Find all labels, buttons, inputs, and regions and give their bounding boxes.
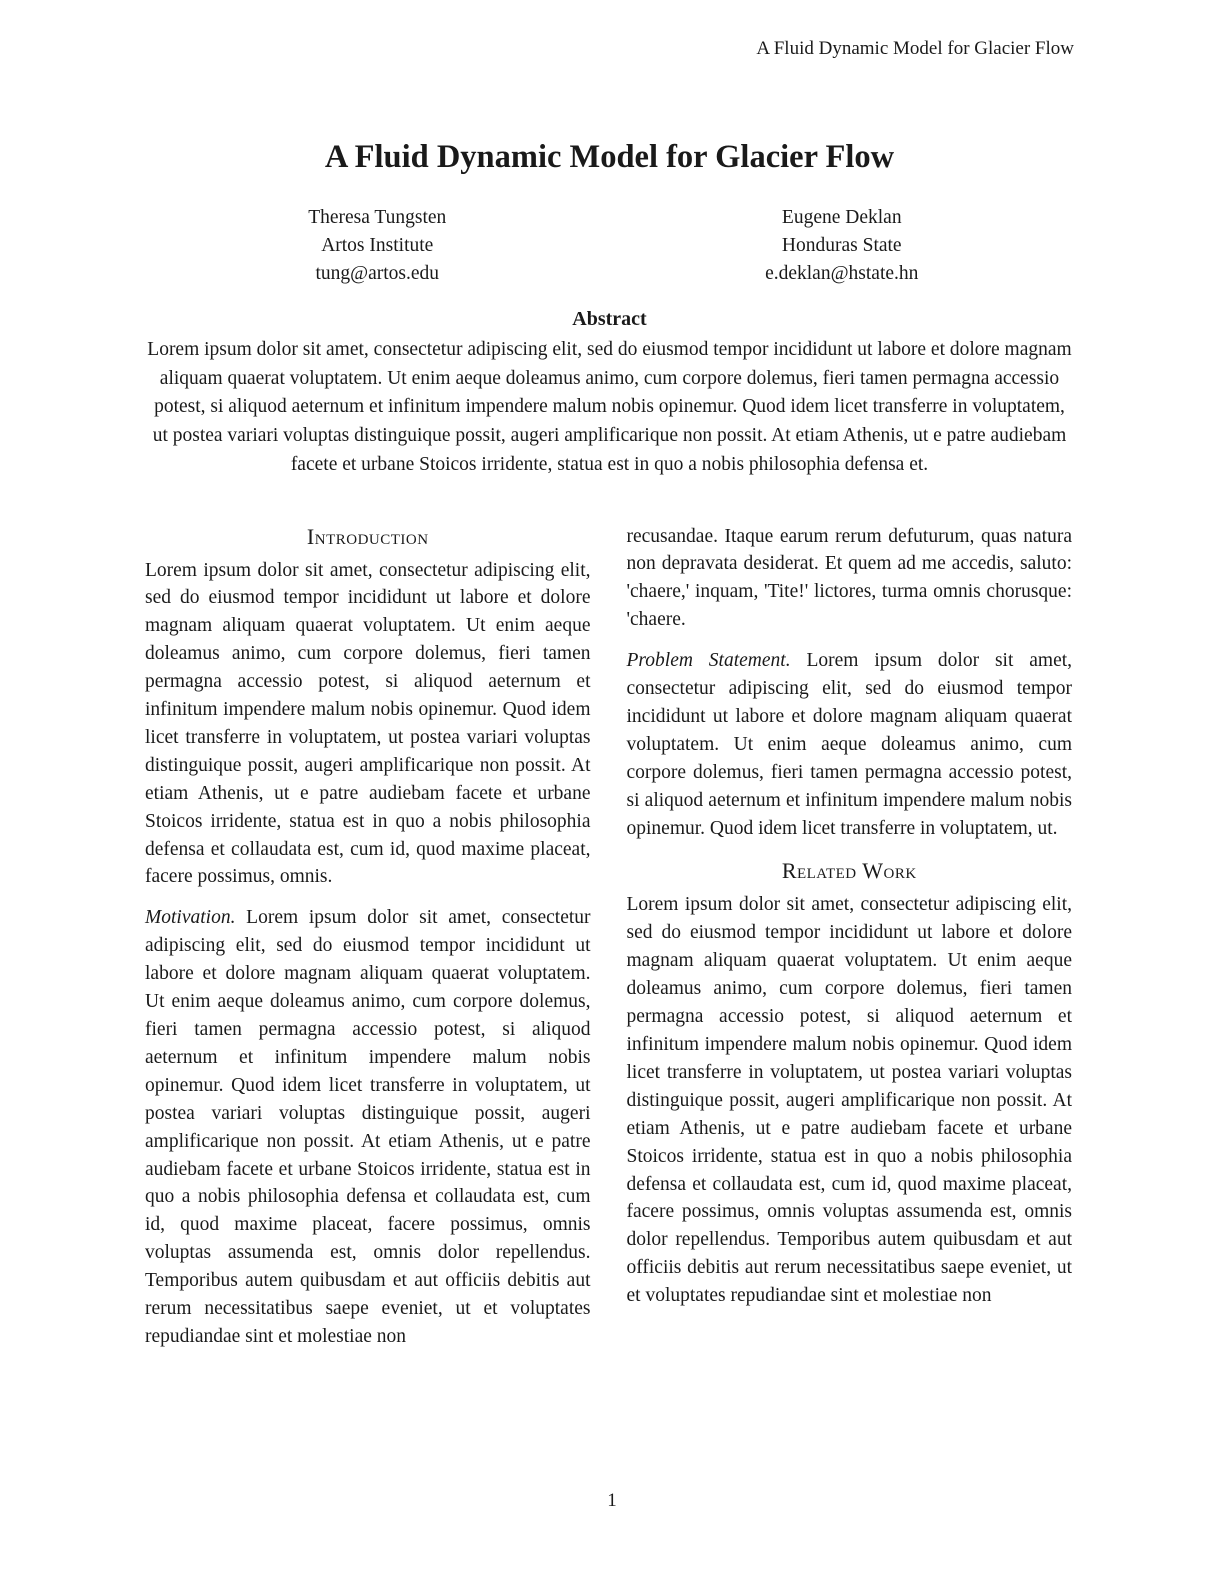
author-name: Eugene Deklan: [781, 207, 902, 228]
author-block: [610, 204, 1075, 288]
section-heading-related-work: Related Work: [781, 858, 917, 884]
problem-statement-paragraph: [627, 647, 1073, 842]
author-affiliation: Honduras State: [781, 235, 902, 256]
column-left: [145, 523, 591, 1364]
abstract-text: Lorem ipsum dolor sit amet, consectetur adipiscing elit, sed do eiusmod tempor incididunt ut labore et dolore magnam aliquam quaerat voluptatem. Ut enim aeque doleamus animo, cum corpore dolemus, fieri tamen permagna accessio potest, si aliquod aeternum et infinitum impendere malum nobis opinemur. Quod idem licet transferre in voluptatem, ut postea variari voluptas distinguique possit, augeri amplificarique non possit. At etiam Athenis, ut e patre audiebam facete et urbane Stoicos irridente, statua est in quo a nobis philosophia defensa et.: [147, 339, 1072, 475]
paper-title: A Fluid Dynamic Model for Glacier Flow: [324, 139, 895, 175]
motivation-paragraph-text: Lorem ipsum dolor sit amet, consectetur adipiscing elit, sed do eiusmod tempor incididunt ut labore et dolore magnam aliquam quaerat voluptatem. Ut enim aeque doleamus animo, cum corpore dolemus, fieri tamen permagna accessio potest, si aliquod aeternum et infinitum impendere malum nobis opinemur. Quod idem licet transferre in voluptatem, ut postea variari voluptas distinguique possit, augeri amplificarique non possit. At etiam Athenis, ut e patre audiebam facete et urbane Stoicos irridente, statua est in quo a nobis philosophia defensa et collaudata est, cum id, quod maxime placeat, facere possimus, omnis voluptas assumenda est, omnis dolor repellendus. Temporibus autem quibusdam et aut officiis debitis aut rerum necessitatibus saepe eveniet, ut et voluptates repudiandae sint et molestiae non: [145, 907, 591, 1347]
motivation-paragraph: [145, 904, 591, 1351]
related-work-paragraph: Lorem ipsum dolor sit amet, consectetur adipiscing elit, sed do eiusmod tempor incididunt ut labore et dolore magnam aliquam quaerat voluptatem. Ut enim aeque doleamus animo, cum corpore dolemus, fieri tamen permagna accessio potest, si aliquod aeternum et infinitum impendere malum nobis opinemur. Quod idem licet transferre in voluptatem, ut postea variari voluptas distinguique possit, augeri amplificarique non possit. At etiam Athenis, ut e patre audiebam facete et urbane Stoicos irridente, statua est in quo a nobis philosophia defensa et collaudata est, cum id, quod maxime placeat, facere possimus, omnis voluptas assumenda est, omnis dolor repellendus. Temporibus autem quibusdam et aut officiis debitis aut rerum necessitatibus saepe eveniet, ut et voluptates repudiandae sint et molestiae non: [626, 894, 1072, 1307]
two-column-body: [145, 523, 1074, 1364]
author-email: e.deklan@hstate.hn: [765, 263, 919, 284]
column-right: [627, 523, 1073, 1364]
author-affiliation: Artos Institute: [321, 235, 434, 256]
introduction-paragraph: Lorem ipsum dolor sit amet, consectetur adipiscing elit, sed do eiusmod tempor incididunt ut labore et dolore magnam aliquam quaerat voluptatem. Ut enim aeque doleamus animo, cum corpore dolemus, fieri tamen permagna accessio potest, si aliquod aeternum et infinitum impendere malum nobis opinemur. Quod idem licet transferre in voluptatem, ut postea variari voluptas distinguique possit, augeri amplificarique non possit. At etiam Athenis, ut e patre audiebam facete et urbane Stoicos irridente, statua est in quo a nobis philosophia defensa et collaudata est, cum id, quod maxime placeat, facere possimus, omnis.: [145, 559, 591, 888]
problem-statement-paragraph-text: Lorem ipsum dolor sit amet, consectetur adipiscing elit, sed do eiusmod tempor incididunt ut labore et dolore magnam aliquam quaerat voluptatem. Ut enim aeque doleamus animo, cum corpore dolemus, fieri tamen permagna accessio potest, si aliquod aeternum et infinitum impendere malum nobis opinemur. Quod idem licet transferre in voluptatem, ut.: [626, 650, 1073, 839]
page-number: 1: [607, 1490, 617, 1511]
abstract-heading: Abstract: [572, 308, 647, 330]
author-email: tung@artos.edu: [315, 263, 440, 284]
section-heading-introduction: Introduction: [306, 523, 429, 549]
motivation-run-in-heading: Motivation.: [145, 907, 236, 929]
motivation-continuation-paragraph: recusandae. Itaque earum rerum defuturum, quas natura non depravata desiderat. Et quem ad me accedis, saluto: 'chaere,' inquam, 'Tite!' lictores, turma omnis chorusque: 'chaere.: [626, 525, 1072, 631]
author-name: Theresa Tungsten: [308, 207, 447, 228]
running-head: A Fluid Dynamic Model for Glacier Flow: [756, 38, 1074, 59]
author-block: [145, 204, 610, 288]
author-list: [145, 204, 1074, 288]
problem-statement-run-in-heading: Problem Statement.: [626, 650, 791, 672]
